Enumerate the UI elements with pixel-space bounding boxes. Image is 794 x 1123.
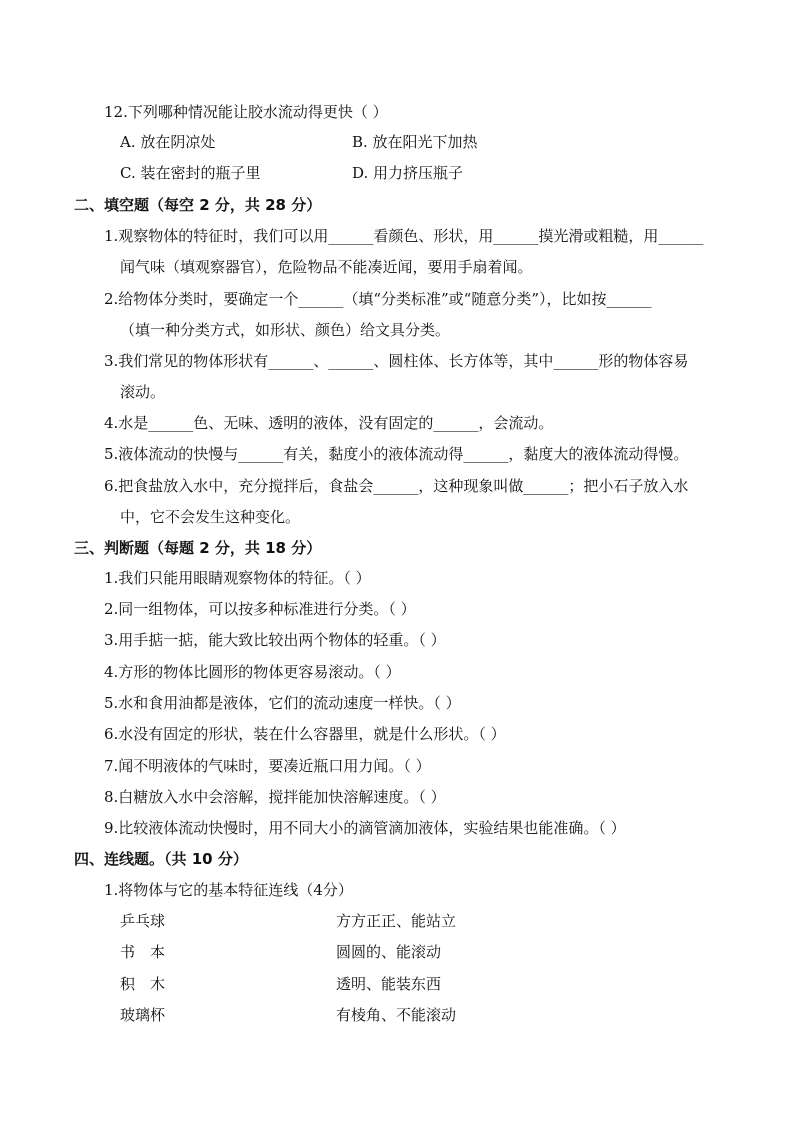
section-title-fill-blank: 二、填空题（每空 2 分，共 28 分）	[74, 196, 322, 214]
judge-question-2: 2.同一组物体，可以按多种标准进行分类。（ ）	[104, 600, 416, 618]
section-title-judgement: 三、判断题（每题 2 分，共 18 分）	[74, 539, 322, 557]
fill-question-1: 1.观察物体的特征时，我们可以用______看颜色、形状，用______摸光滑或粗糙，用______	[104, 227, 704, 245]
matching-question-1: 1.将物体与它的基本特征连线（4分）	[104, 881, 353, 899]
judge-question-9: 9.比较液体流动快慢时，用不同大小的滴管滴加液体，实验结果也能准确。（ ）	[104, 819, 626, 837]
matching-right-item: 有棱角、不能滚动	[336, 1006, 457, 1024]
fill-question-5: 5.液体流动的快慢与______有关，黏度小的液体流动得______，黏度大的液体流动得慢。	[104, 445, 689, 463]
question-12-stem: 12.下列哪种情况能让胶水流动得更快（ ）	[104, 103, 388, 121]
option-a: A. 放在阴凉处	[120, 133, 216, 151]
fill-question-3: 3.我们常见的物体形状有______、______、圆柱体、长方体等，其中______形的物体容易	[104, 352, 689, 370]
option-c: C. 装在密封的瓶子里	[120, 164, 261, 182]
judge-question-1: 1.我们只能用眼睛观察物体的特征。（ ）	[104, 569, 371, 587]
matching-right-item: 方方正正、能站立	[336, 912, 457, 930]
matching-right-item: 圆圆的、能滚动	[336, 943, 442, 961]
judge-question-3: 3.用手掂一掂，能大致比较出两个物体的轻重。（ ）	[104, 631, 446, 649]
fill-question-4: 4.水是______色、无味、透明的液体，没有固定的______，会流动。	[104, 414, 554, 432]
matching-left-item: 玻璃杯	[120, 1006, 166, 1024]
fill-question-1-cont: 闻气味（填观察器官），危险物品不能凑近闻，要用手扇着闻。	[120, 258, 533, 276]
matching-left-item: 乒乓球	[120, 912, 166, 930]
matching-left-item: 积 木	[120, 975, 166, 993]
option-b: B. 放在阳光下加热	[352, 133, 478, 151]
option-d: D. 用力挤压瓶子	[352, 164, 464, 182]
judge-question-5: 5.水和食用油都是液体，它们的流动速度一样快。（ ）	[104, 694, 461, 712]
judge-question-8: 8.白糖放入水中会溶解，搅拌能加快溶解速度。（ ）	[104, 788, 446, 806]
fill-question-6: 6.把食盐放入水中，充分搅拌后，食盐会______，这种现象叫做______；把小石子放入水	[104, 477, 689, 495]
judge-question-4: 4.方形的物体比圆形的物体更容易滚动。（ ）	[104, 663, 401, 681]
judge-question-6: 6.水没有固定的形状，装在什么容器里，就是什么形状。（ ）	[104, 725, 506, 743]
matching-left-item: 书 本	[120, 943, 166, 961]
matching-right-item: 透明、能装东西	[336, 975, 442, 993]
judge-question-7: 7.闻不明液体的气味时，要凑近瓶口用力闻。（ ）	[104, 757, 431, 775]
fill-question-2: 2.给物体分类时，要确定一个______（填“分类标准”或“随意分类”），比如按______	[104, 290, 652, 308]
section-title-matching: 四、连线题。（共 10 分）	[74, 850, 248, 868]
fill-question-2-cont: （填一种分类方式，如形状、颜色）给文具分类。	[120, 321, 451, 339]
fill-question-3-cont: 滚动。	[120, 383, 166, 401]
fill-question-6-cont: 中，它不会发生这种变化。	[120, 508, 301, 526]
